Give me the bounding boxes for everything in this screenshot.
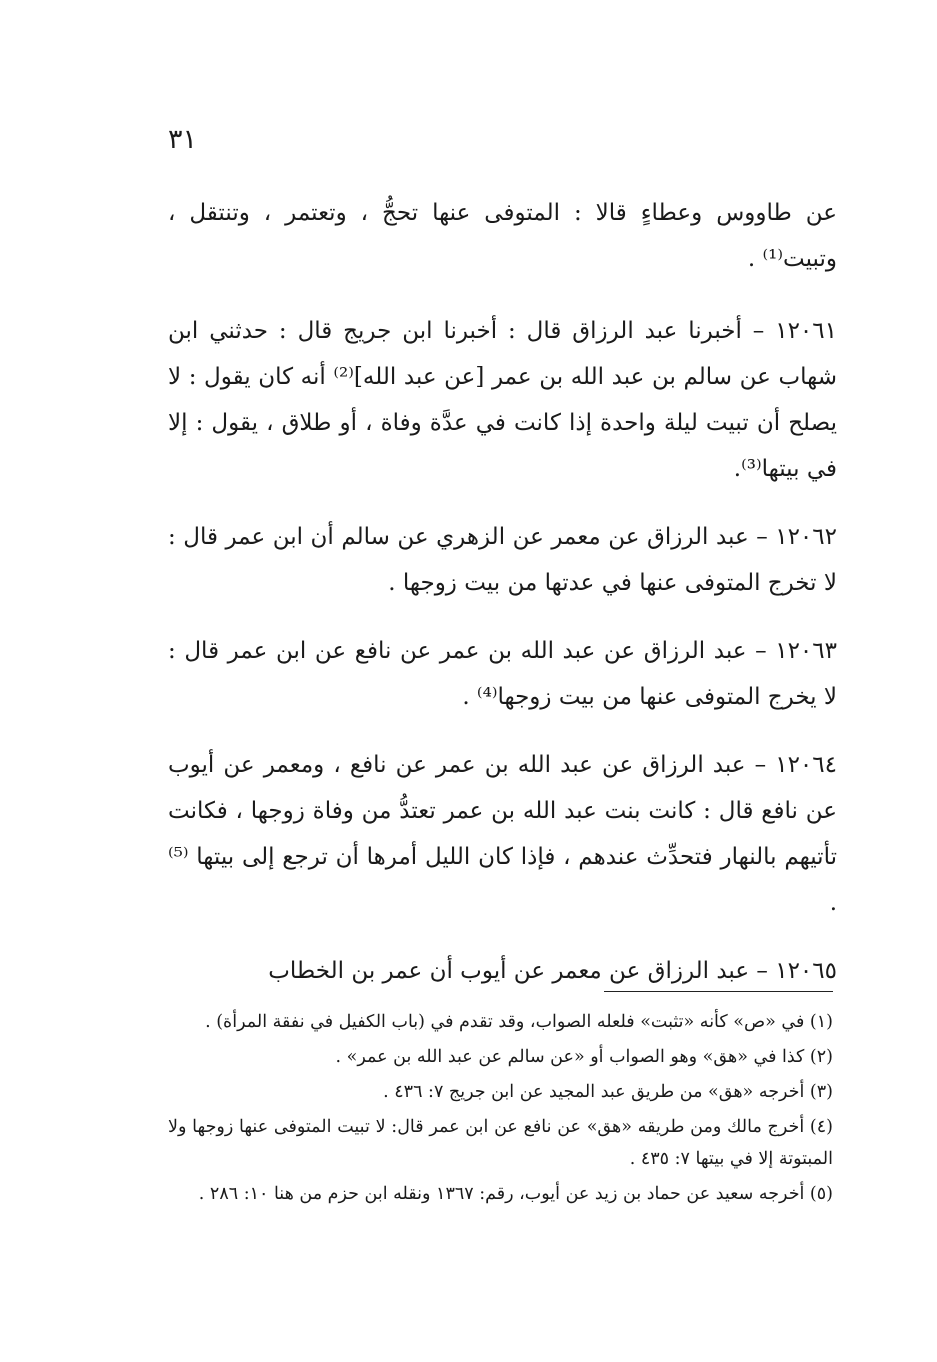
footnotes xyxy=(168,1006,833,1213)
footnote-3: (٣) أخرجه «هق» من طريق عبد المجيد عن ابن جريج ٧: ٤٣٦ . xyxy=(383,1082,833,1102)
hadith-12062: ١٢٠٦٢ – عبد الرزاق عن معمر عن الزهري عن سالم أن ابن عمر قال : لا تخرج المتوفى عنها في عدتها من بيت زوجها . xyxy=(168,524,837,596)
footnote-5: (٥) أخرجه سعيد عن حماد بن زيد عن أيوب، رقم: ١٣٦٧ ونقله ابن حزم من هنا ١٠: ٢٨٦ . xyxy=(198,1184,833,1204)
hadith-12064: ١٢٠٦٤ – عبد الرزاق عن عبد الله بن عمر عن نافع ، ومعمر عن أيوب عن نافع قال : كانت بنت عبد الله بن عمر تعتدُّ من وفاة زوجها ، فكانت تأتيهم بالنهار فتحدِّث عندهم ، فإذا كان الليل أمرها أن ترجع إلى بيتها ⁽⁵⁾ . xyxy=(168,752,837,916)
main-text xyxy=(168,190,837,1016)
hadith-12065: ١٢٠٦٥ – عبد الرزاق عن معمر عن أيوب أن عمر بن الخطاب xyxy=(268,958,837,984)
footnote-divider xyxy=(604,991,833,992)
page-number: ٣١ xyxy=(168,124,198,155)
footnote-1: (١) في «ص» كأنه «تثبت» فلعله الصواب، وقد تقدم في (باب الكفيل في نفقة المرأة) . xyxy=(205,1012,833,1032)
footnote-4: (٤) أخرج مالك ومن طريقه «هق» عن نافع عن ابن عمر قال: لا تبيت المتوفى عنها زوجها ولا المبتوتة إلا في بيتها ٧: ٤٣٥ . xyxy=(168,1117,833,1169)
footnote-2: (٢) كذا في «هق» وهو الصواب أو «عن سالم عن عبد الله بن عمر» . xyxy=(335,1047,833,1067)
hadith-12061: ١٢٠٦١ – أخبرنا عبد الرزاق قال : أخبرنا ابن جريج قال : حدثني ابن شهاب عن سالم بن عبد الله بن عمر [عن عبد الله]⁽²⁾ أنه كان يقول : لا يصلح أن تبيت ليلة واحدة إذا كانت في عدَّة وفاة ، أو طلاق ، يقول : إلا في بيتها⁽³⁾. xyxy=(168,318,837,482)
hadith-12063: ١٢٠٦٣ – عبد الرزاق عن عبد الله بن عمر عن نافع عن ابن عمر قال : لا يخرج المتوفى عنها من بيت زوجها⁽⁴⁾ . xyxy=(168,638,837,710)
paragraph-intro: عن طاووس وعطاءٍ قالا : المتوفى عنها تحجُّ ، وتعتمر ، وتنتقل ، وتبيت⁽¹⁾ . xyxy=(168,200,837,272)
